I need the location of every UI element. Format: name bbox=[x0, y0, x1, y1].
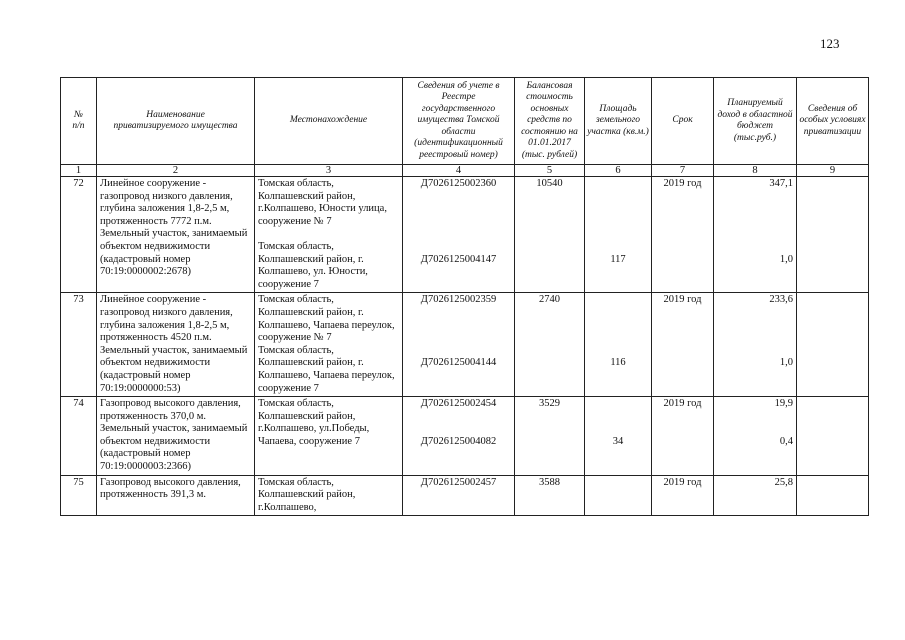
header-registry: Сведения об учете в Реестре государственного имущества Томской области (идентификационный реестровый номер) bbox=[403, 78, 515, 165]
column-number: 4 bbox=[403, 165, 515, 177]
special-conditions bbox=[797, 293, 869, 397]
registry-number: Д7026125002454 Д7026125004082 bbox=[403, 397, 515, 476]
land-area: 34 bbox=[585, 397, 652, 476]
column-number: 6 bbox=[585, 165, 652, 177]
special-conditions bbox=[797, 475, 869, 516]
table-row bbox=[61, 293, 869, 397]
column-number: 5 bbox=[515, 165, 585, 177]
planned-income: 347,1 1,0 bbox=[714, 177, 797, 293]
column-number: 3 bbox=[255, 165, 403, 177]
row-number: 74 bbox=[61, 397, 97, 476]
property-name: Газопровод высокого давления, протяженность 370,0 м. Земельный участок, занимаемый объектом недвижимости (кадастровый номер 70:19:0000003:2366) bbox=[97, 397, 255, 476]
property-name: Газопровод высокого давления, протяженность 391,3 м. bbox=[97, 475, 255, 516]
privatization-term: 2019 год bbox=[652, 475, 714, 516]
header-conditions: Сведения об особых условиях приватизации bbox=[797, 78, 869, 165]
special-conditions bbox=[797, 397, 869, 476]
column-number: 8 bbox=[714, 165, 797, 177]
privatization-table bbox=[60, 77, 869, 516]
privatization-term: 2019 год bbox=[652, 397, 714, 476]
privatization-term: 2019 год bbox=[652, 293, 714, 397]
privatization-term: 2019 год bbox=[652, 177, 714, 293]
column-number: 2 bbox=[97, 165, 255, 177]
column-number: 9 bbox=[797, 165, 869, 177]
registry-number: Д7026125002457 bbox=[403, 475, 515, 516]
header-area: Площадь земельного участка (кв.м.) bbox=[585, 78, 652, 165]
land-area bbox=[585, 475, 652, 516]
property-location: Томская область, Колпашевский район, г.Колпашево, ул.Победы, Чапаева, сооружение 7 bbox=[255, 397, 403, 476]
row-number: 72 bbox=[61, 177, 97, 293]
property-location: Томская область, Колпашевский район, г.Колпашево, Юности улица, сооружение № 7 Томская область, Колпашевский район, г. Колпашево, ул. Юности, сооружение 7 bbox=[255, 177, 403, 293]
balance-value: 10540 bbox=[515, 177, 585, 293]
special-conditions bbox=[797, 177, 869, 293]
property-name: Линейное сооружение - газопровод низкого давления, глубина заложения 1,8-2,5 м, протяженность 4520 п.м. Земельный участок, занимаемый объектом недвижимости (кадастровый номер 70:19:0000000:53) bbox=[97, 293, 255, 397]
column-number: 7 bbox=[652, 165, 714, 177]
page-number: 123 bbox=[820, 36, 840, 51]
balance-value: 3588 bbox=[515, 475, 585, 516]
header-location: Местонахождение bbox=[255, 78, 403, 165]
row-number: 75 bbox=[61, 475, 97, 516]
header-term: Срок bbox=[652, 78, 714, 165]
property-location: Томская область, Колпашевский район, г. Колпашево, Чапаева переулок, сооружение № 7 Томская область, Колпашевский район, г. Колпашево, Чапаева переулок, сооружение 7 bbox=[255, 293, 403, 397]
column-number-row bbox=[61, 165, 869, 177]
property-name: Линейное сооружение - газопровод низкого давления, глубина заложения 1,8-2,5 м, протяженность 7772 п.м. Земельный участок, занимаемый объектом недвижимости (кадастровый номер 70:19:0000002:2678) bbox=[97, 177, 255, 293]
header-income: Планируемый доход в областной бюджет (тыс.руб.) bbox=[714, 78, 797, 165]
registry-number: Д7026125002359 Д7026125004144 bbox=[403, 293, 515, 397]
header-number: № п/п bbox=[61, 78, 97, 165]
land-area: 116 bbox=[585, 293, 652, 397]
table-row bbox=[61, 475, 869, 516]
header-row bbox=[61, 78, 869, 165]
planned-income: 19,9 0,4 bbox=[714, 397, 797, 476]
balance-value: 3529 bbox=[515, 397, 585, 476]
planned-income: 233,6 1,0 bbox=[714, 293, 797, 397]
property-location: Томская область, Колпашевский район, г.Колпашево, bbox=[255, 475, 403, 516]
header-balance: Балансовая стоимость основных средств по состоянию на 01.01.2017 (тыс. рублей) bbox=[515, 78, 585, 165]
table-row bbox=[61, 177, 869, 293]
table-row bbox=[61, 397, 869, 476]
header-name: Наименование приватизируемого имущества bbox=[97, 78, 255, 165]
planned-income: 25,8 bbox=[714, 475, 797, 516]
column-number: 1 bbox=[61, 165, 97, 177]
land-area: 117 bbox=[585, 177, 652, 293]
balance-value: 2740 bbox=[515, 293, 585, 397]
row-number: 73 bbox=[61, 293, 97, 397]
registry-number: Д7026125002360 Д7026125004147 bbox=[403, 177, 515, 293]
